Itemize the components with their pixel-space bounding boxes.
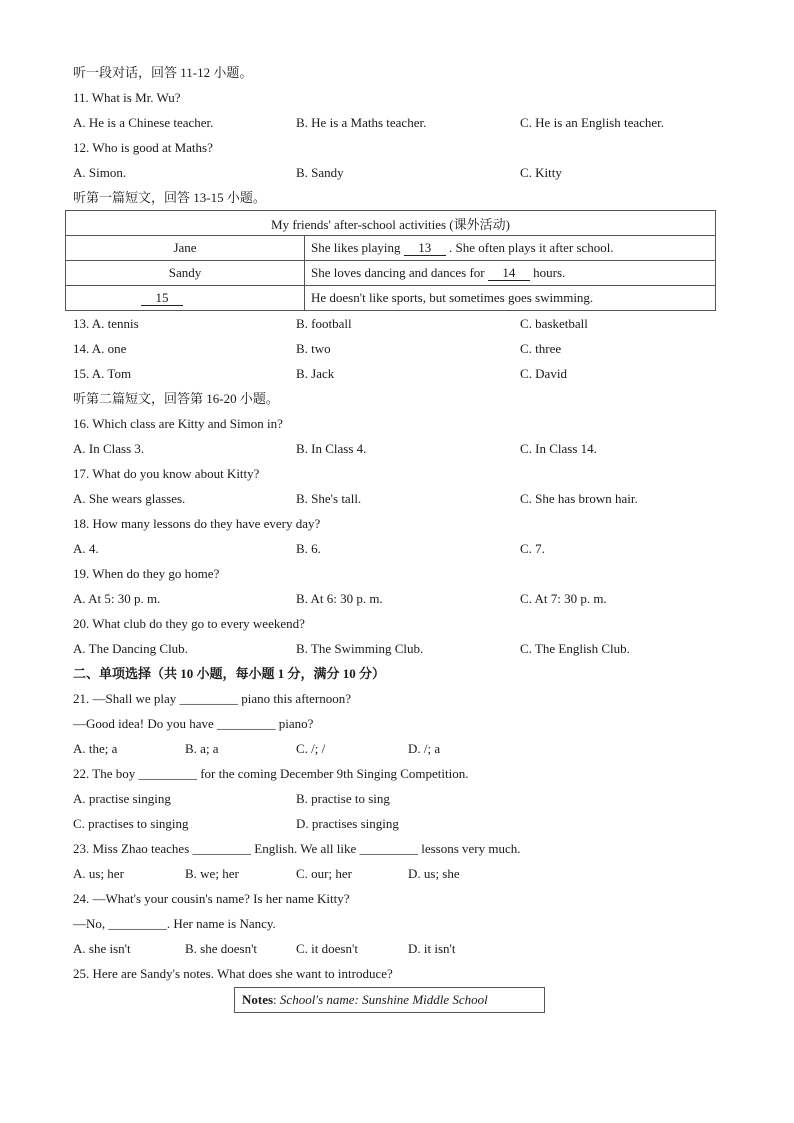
option-a: A. us; her [73, 866, 124, 881]
option-c: C. David [520, 366, 567, 381]
option-c: C. At 7: 30 p. m. [520, 591, 607, 606]
option-c: C. 7. [520, 541, 545, 556]
option-a: A. practise singing [73, 791, 171, 806]
activities-table [65, 210, 716, 311]
question-17-options [73, 486, 718, 511]
option-d: D. /; a [408, 741, 441, 756]
question-12-stem: 12. Who is good at Maths? [73, 140, 213, 155]
activity-text-pre: She loves dancing and dances for [311, 265, 488, 280]
option-a: A. At 5: 30 p. m. [73, 591, 161, 606]
option-b: B. She's tall. [296, 491, 362, 506]
question-21-reply: —Good idea! Do you have _________ piano? [73, 716, 314, 731]
question-23-options [73, 861, 718, 886]
option-d: D. practises singing [296, 816, 399, 831]
table-row [66, 261, 716, 286]
option-c: C. In Class 14. [520, 441, 597, 456]
question-14-options [73, 336, 718, 361]
option-b: B. He is a Maths teacher. [296, 115, 427, 130]
option-b: B. two [296, 341, 331, 356]
option-a: 15. A. Tom [73, 366, 132, 381]
option-c: C. three [520, 341, 562, 356]
answer-blank: 14 [488, 266, 530, 281]
option-b: B. In Class 4. [296, 441, 367, 456]
friend-name-cell [66, 286, 305, 311]
question-18-stem: 18. How many lessons do they have every day? [73, 516, 321, 531]
question-18-options [73, 536, 718, 561]
question-21-stem: 21. —Shall we play _________ piano this afternoon? [73, 691, 352, 706]
option-b: B. Jack [296, 366, 335, 381]
option-b: B. At 6: 30 p. m. [296, 591, 383, 606]
option-c: C. /; / [296, 741, 326, 756]
table-title: My friends' after-school activities (课外活动) [66, 211, 716, 236]
option-c: C. She has brown hair. [520, 491, 638, 506]
option-a: A. He is a Chinese teacher. [73, 115, 214, 130]
question-19-options [73, 586, 718, 611]
option-b: B. The Swimming Club. [296, 641, 424, 656]
option-d: D. us; she [408, 866, 460, 881]
notes-separator: : [273, 992, 280, 1007]
option-c: C. basketball [520, 316, 588, 331]
question-15-options [73, 361, 718, 386]
question-20-options [73, 636, 718, 661]
option-a: A. 4. [73, 541, 99, 556]
question-22-options-cd [73, 811, 718, 836]
option-a: A. she isn't [73, 941, 131, 956]
notes-text: School's name: Sunshine Middle School [279, 992, 488, 1007]
option-a: 14. A. one [73, 341, 127, 356]
answer-blank: 13 [404, 241, 446, 256]
question-22-stem: 22. The boy _________ for the coming December 9th Singing Competition. [73, 766, 469, 781]
option-b: B. Sandy [296, 165, 344, 180]
section-2-heading: 二、单项选择（共 10 小题，每小题 1 分，满分 10 分） [73, 666, 386, 681]
question-16-options [73, 436, 718, 461]
section-heading-passage-2: 听第二篇短文，回答第 16-20 小题。 [73, 391, 279, 406]
question-11-options [73, 110, 718, 135]
table-row [66, 286, 716, 311]
question-13-options [73, 311, 718, 336]
activity-cell [305, 236, 716, 261]
option-b: B. 6. [296, 541, 321, 556]
activity-cell [305, 261, 716, 286]
question-17-stem: 17. What do you know about Kitty? [73, 466, 260, 481]
option-b: B. practise to sing [296, 791, 390, 806]
answer-blank: 15 [141, 291, 183, 306]
question-19-stem: 19. When do they go home? [73, 566, 220, 581]
option-a: A. Simon. [73, 165, 127, 180]
option-a: A. The Dancing Club. [73, 641, 188, 656]
question-23-stem: 23. Miss Zhao teaches _________ English. We all like _________ lessons very much. [73, 841, 521, 856]
activity-text-post: . She often plays it after school. [445, 240, 614, 255]
option-d: D. it isn't [408, 941, 456, 956]
option-c: C. it doesn't [296, 941, 358, 956]
option-c: C. Kitty [520, 165, 562, 180]
table-row [66, 236, 716, 261]
option-a: A. In Class 3. [73, 441, 145, 456]
option-b: B. she doesn't [185, 941, 258, 956]
option-c: C. practises to singing [73, 816, 189, 831]
question-24-options [73, 936, 718, 961]
question-20-stem: 20. What club do they go to every weekend? [73, 616, 305, 631]
question-12-options [73, 160, 718, 185]
question-24-reply: —No, _________. Her name is Nancy. [73, 916, 276, 931]
activity-text-pre: She likes playing [311, 240, 404, 255]
option-b: B. football [296, 316, 352, 331]
option-a: 13. A. tennis [73, 316, 139, 331]
section-heading-dialog: 听一段对话，回答 11-12 小题。 [73, 65, 253, 80]
exam-page [73, 60, 718, 1013]
section-heading-passage-1: 听第一篇短文，回答 13-15 小题。 [73, 190, 266, 205]
notes-label: Notes [242, 992, 274, 1007]
question-11-stem: 11. What is Mr. Wu? [73, 90, 181, 105]
activity-text-post: hours. [529, 265, 566, 280]
activity-cell: He doesn't like sports, but sometimes goes swimming. [305, 286, 716, 311]
question-25-stem: 25. Here are Sandy's notes. What does she want to introduce? [73, 966, 393, 981]
option-c: C. The English Club. [520, 641, 630, 656]
question-21-options [73, 736, 718, 761]
option-b: B. we; her [185, 866, 239, 881]
question-22-options-ab [73, 786, 718, 811]
question-16-stem: 16. Which class are Kitty and Simon in? [73, 416, 283, 431]
option-c: C. our; her [296, 866, 352, 881]
option-a: A. the; a [73, 741, 118, 756]
question-24-stem: 24. —What's your cousin's name? Is her name Kitty? [73, 891, 350, 906]
option-a: A. She wears glasses. [73, 491, 186, 506]
friend-name: Sandy [66, 261, 305, 286]
option-b: B. a; a [185, 741, 219, 756]
option-c: C. He is an English teacher. [520, 115, 665, 130]
notes-box [234, 987, 545, 1013]
friend-name: Jane [66, 236, 305, 261]
